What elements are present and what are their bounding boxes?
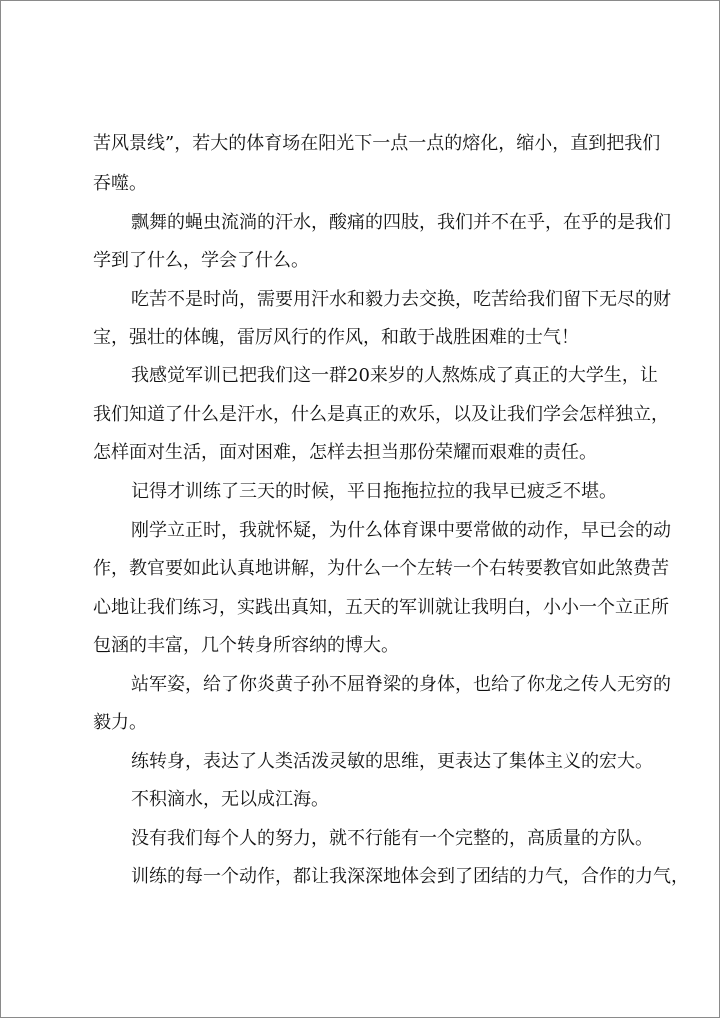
text-line: 包涵的丰富，几个转身所容纳的博大。: [93, 635, 399, 656]
text-line: 苦风景线”，若大的体育场在阳光下一点一点的熔化，缩小，直到把我们: [93, 133, 661, 154]
text-line: 飘舞的蝇虫流淌的汗水，酸痛的四肢，我们并不在乎，在乎的是我们: [131, 212, 671, 233]
text-line: 训练的每一个动作，都让我深深地体会到了团结的力气，合作的力气，: [131, 866, 689, 887]
text-line: 不积滴水，无以成江海。: [131, 789, 329, 810]
text-line: 吃苦不是时尚，需要用汗水和毅力去交换，吃苦给我们留下无尽的财: [131, 289, 671, 310]
text-line: 吞噬。: [93, 173, 147, 194]
text-line: 作，教官要如此认真地讲解，为什么一个左转一个右转要教官如此煞费苦: [93, 558, 669, 579]
text-line: 站军姿，给了你炎黄子孙不屈脊梁的身体，也给了你龙之传人无穷的: [131, 674, 671, 695]
text-line: 记得才训练了三天的时候，平日拖拖拉拉的我早已疲乏不堪。: [131, 481, 617, 502]
text-line: 心地让我们练习，实践出真知，五天的军训就让我明白，小小一个立正所: [93, 597, 669, 618]
text-line: 没有我们每个人的努力，就不行能有一个完整的，高质量的方队。: [131, 828, 653, 849]
text-line: 怎样面对生活，面对困难，怎样去担当那份荣耀而艰难的责任。: [93, 442, 597, 463]
text-line: 我感觉军训已把我们这一群20来岁的人熬炼成了真正的大学生，让: [131, 365, 658, 386]
text-line: 练转身，表达了人类活泼灵敏的思维，更表达了集体主义的宏大。: [131, 751, 653, 772]
text-line: 刚学立正时，我就怀疑，为什么体育课中要常做的动作，早已会的动: [131, 520, 671, 541]
text-line: 学到了什么，学会了什么。: [93, 250, 309, 271]
text-line: 毅力。: [93, 712, 147, 733]
text-line: 我们知道了什么是汗水，什么是真正的欢乐，以及让我们学会怎样独立，: [93, 404, 669, 425]
text-line: 宝，强壮的体魄，雷厉风行的作风，和敢于战胜困难的士气！: [93, 327, 579, 348]
